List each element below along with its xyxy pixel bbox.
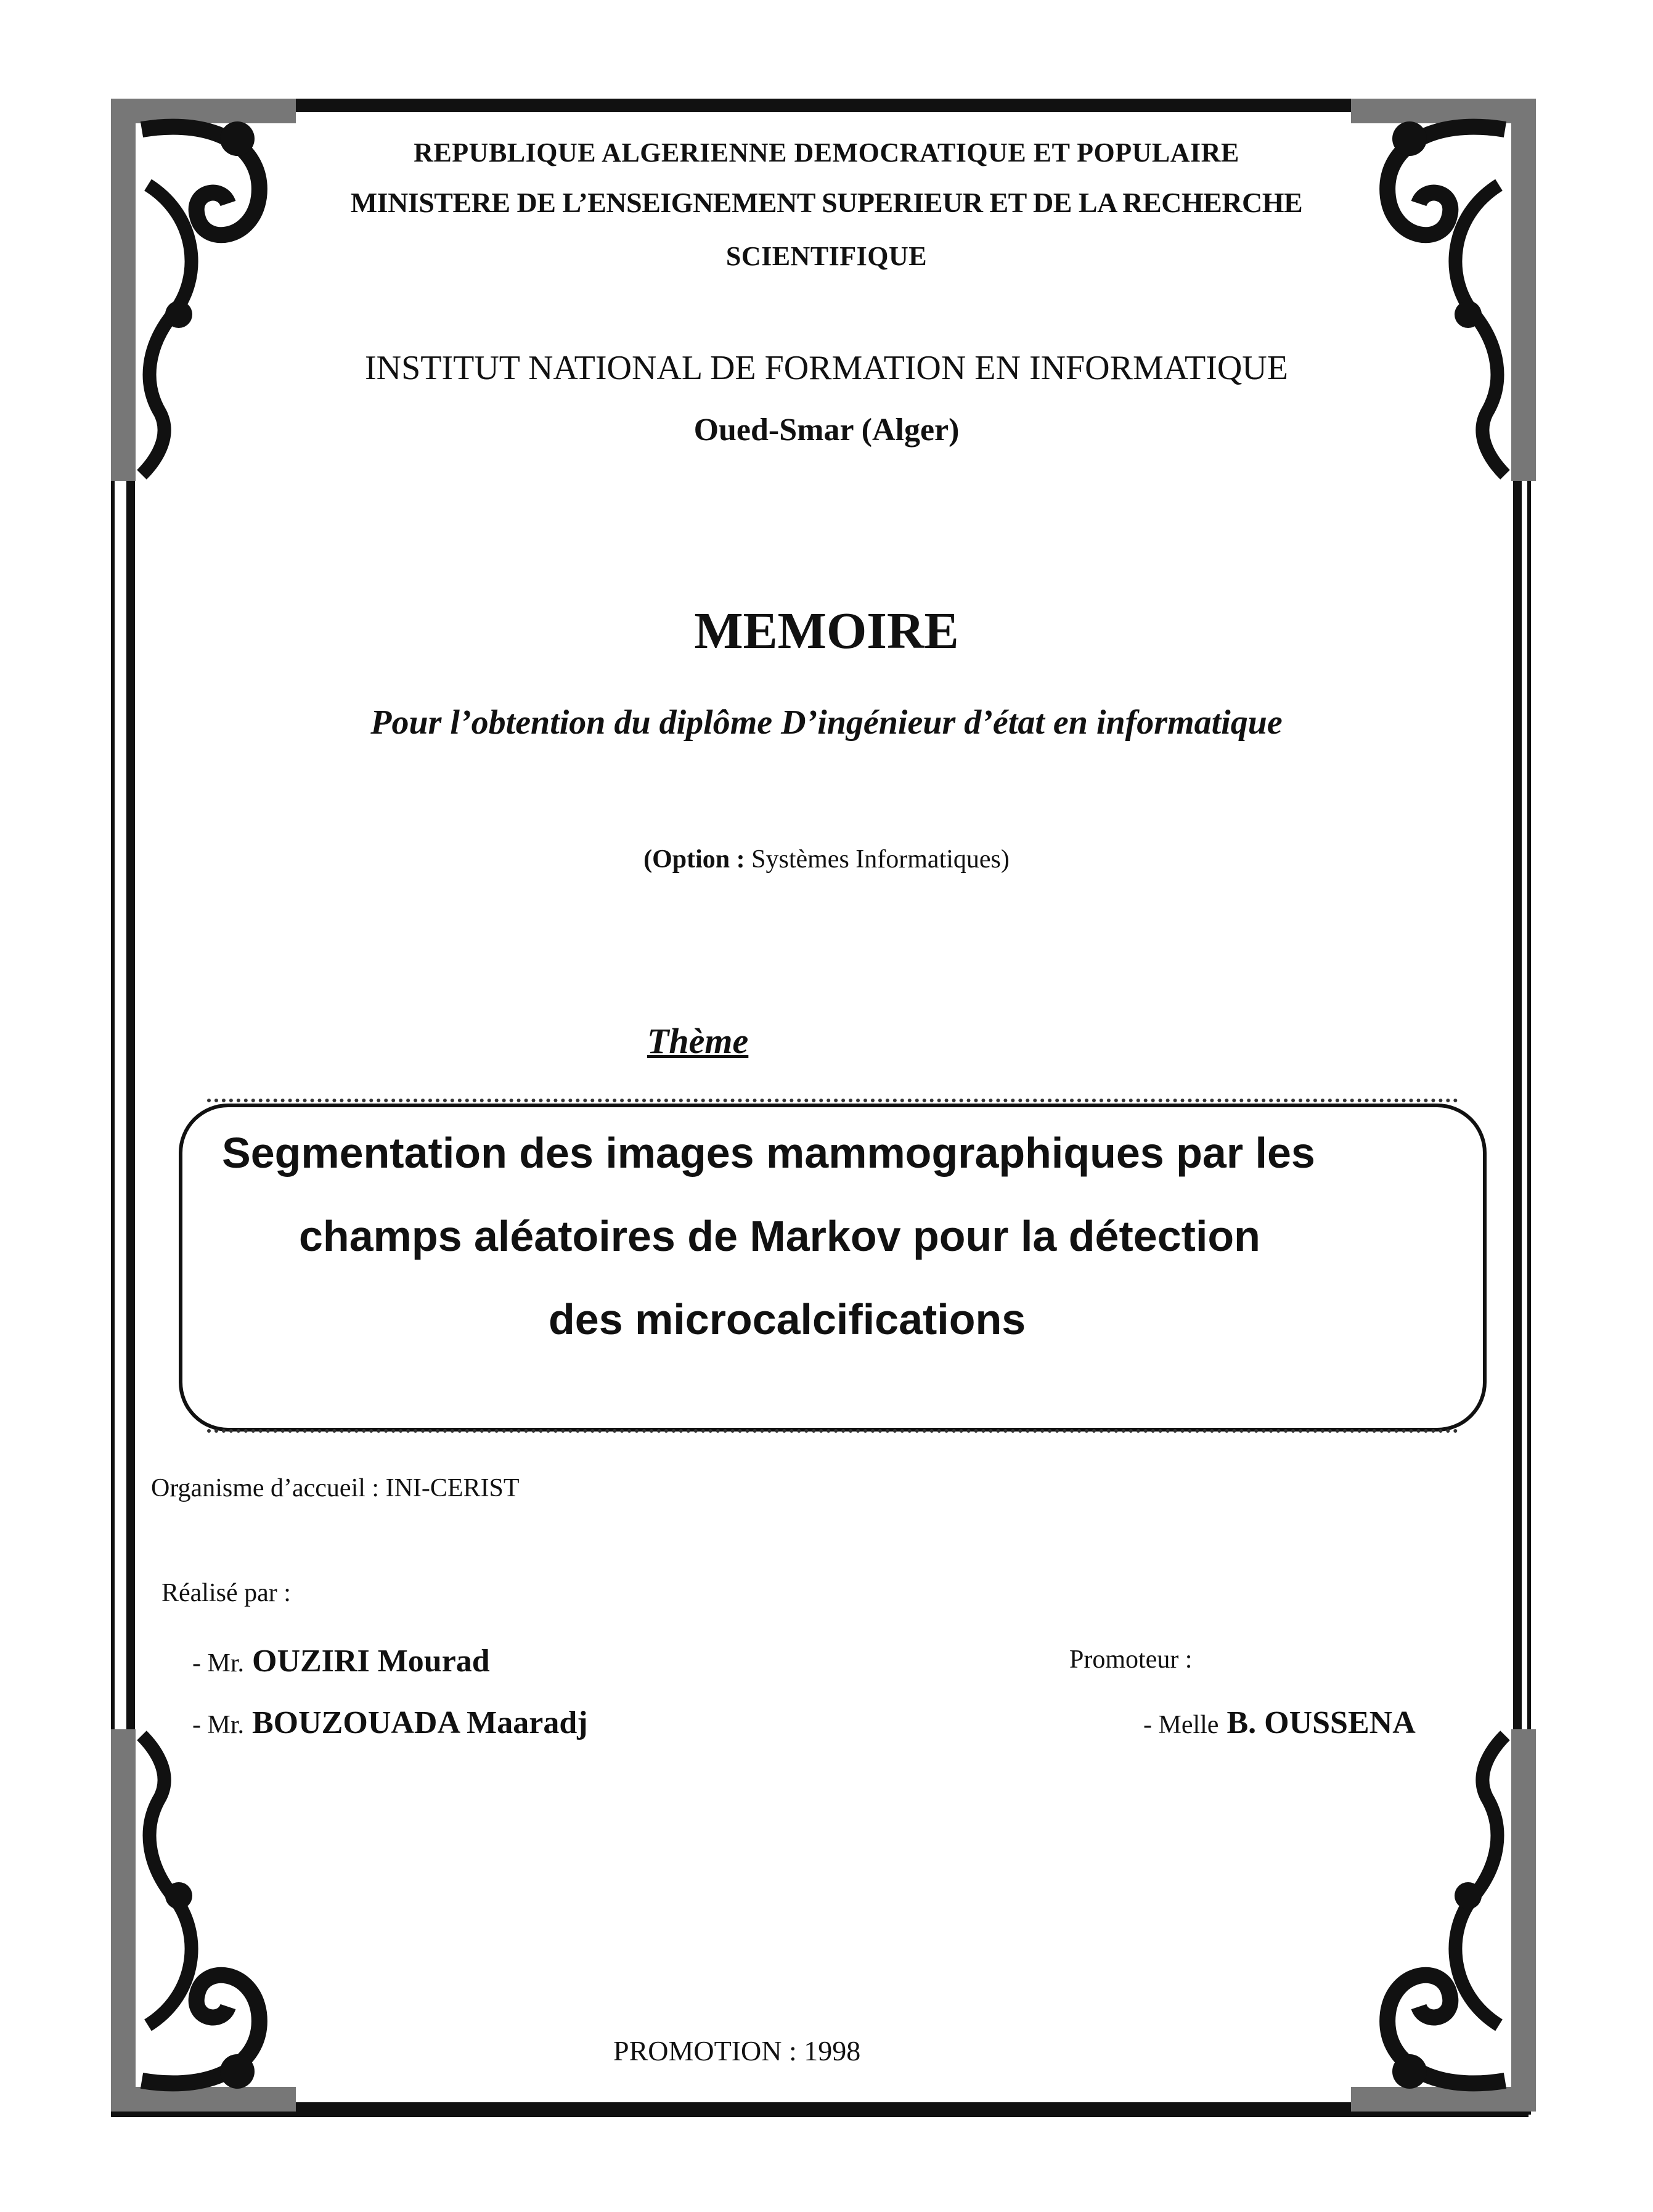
header-ministry-cont: SCIENTIFIQUE — [725, 241, 928, 271]
theme-title-line2: champs aléatoires de Markov pour la détection — [299, 1212, 1260, 1260]
authors-label: Réalisé par : — [161, 1579, 291, 1607]
theme-label: Thème — [647, 1021, 749, 1061]
header-ministry: MINISTERE DE L’ENSEIGNEMENT SUPERIEUR ET DE LA RECHERCHE — [350, 187, 1303, 218]
option-label: (Option : — [643, 845, 745, 874]
document-type: MEMOIRE — [694, 602, 959, 660]
author-item — [192, 1643, 490, 1679]
border-bottom — [111, 2102, 1529, 2117]
ornament-corner-bottom-left — [105, 1723, 302, 2118]
author-name: OUZIRI Mourad — [252, 1644, 490, 1679]
title-box-dots-top — [207, 1099, 1458, 1106]
author-item — [192, 1705, 588, 1741]
supervisor-name: B. OUSSENA — [1226, 1705, 1416, 1740]
author-name: BOUZOUADA Maaradj — [252, 1705, 588, 1740]
option-value: Systèmes Informatiques) — [751, 845, 1010, 874]
host-organisation — [151, 1473, 520, 1503]
title-box-dots-bottom — [207, 1429, 1458, 1436]
host-label: Organisme d’accueil : — [151, 1474, 380, 1502]
document-purpose: Pour l’obtention du diplôme D’ingénieur d’état en informatique — [370, 703, 1283, 742]
host-value: INI-CERIST — [385, 1474, 520, 1502]
author-prefix: - Mr. — [192, 1649, 244, 1677]
institute-name: INSTITUT NATIONAL DE FORMATION EN INFORMATIQUE — [365, 349, 1288, 387]
document-option — [0, 845, 1653, 874]
theme-title-line1: Segmentation des images mammographiques par les — [222, 1129, 1315, 1177]
promotion-year: PROMOTION : 1998 — [613, 2035, 861, 2067]
header-republic: REPUBLIQUE ALGERIENNE DEMOCRATIQUE ET POPULAIRE — [414, 137, 1239, 168]
border-top — [111, 99, 1516, 112]
supervisor-prefix: - Melle — [1143, 1711, 1219, 1739]
supervisor — [1143, 1705, 1416, 1741]
ornament-corner-bottom-right — [1345, 1723, 1542, 2118]
institute-location: Oued-Smar (Alger) — [693, 412, 960, 448]
supervisor-label: Promoteur : — [1069, 1645, 1193, 1674]
theme-title-line3: des microcalcifications — [549, 1295, 1026, 1343]
author-prefix: - Mr. — [192, 1711, 244, 1739]
